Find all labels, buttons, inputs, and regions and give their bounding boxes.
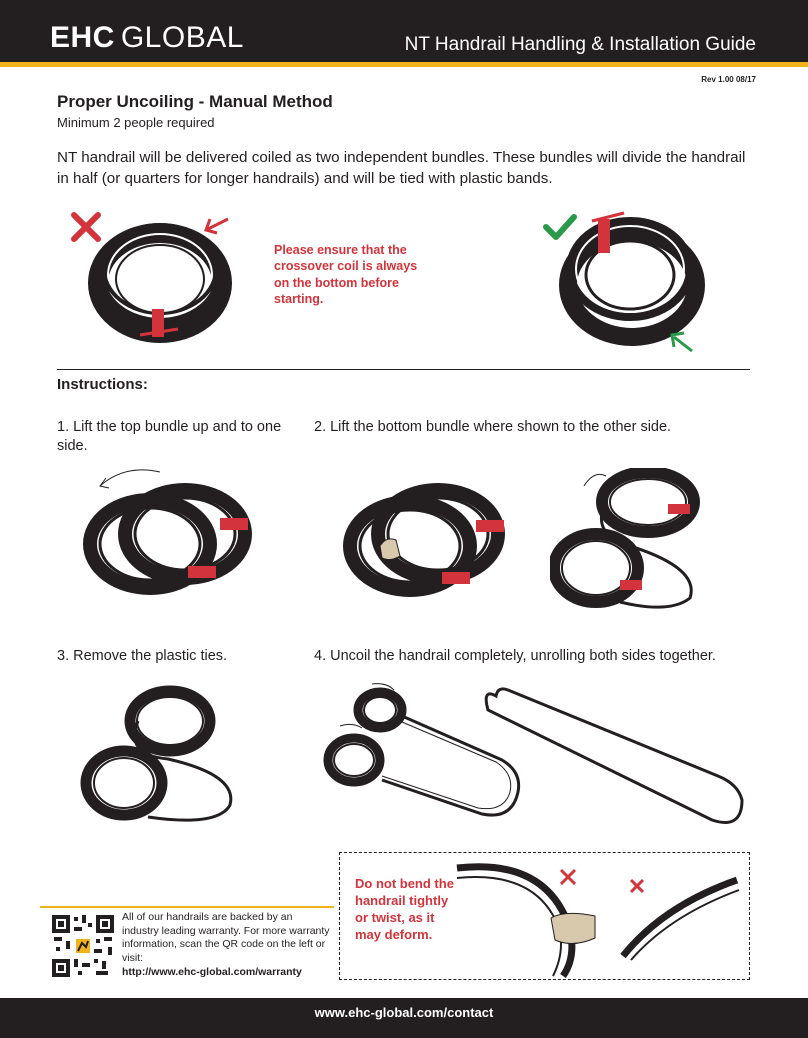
- red-x-icon: [561, 870, 575, 884]
- green-arrow-icon: [672, 333, 692, 351]
- plastic-tie: [598, 219, 610, 253]
- plastic-tie: [220, 518, 248, 530]
- revision-label: Rev 1.00 08/17: [701, 75, 756, 84]
- warranty-gold-rule: [40, 906, 334, 908]
- step-1-text: 1. Lift the top bundle up and to one side.: [57, 419, 282, 454]
- step-4-illustration: [322, 680, 750, 830]
- bend-warning-illustration: [455, 856, 745, 978]
- section-divider: [57, 369, 750, 370]
- plastic-tie: [476, 520, 504, 532]
- step-1-illustration: [80, 462, 260, 597]
- section-subtitle: Minimum 2 people required: [57, 115, 215, 130]
- instructions-heading: Instructions:: [57, 376, 148, 393]
- warranty-text: All of our handrails are backed by an industry leading warranty. For more warranty information, scan the QR code on the left or visit:: [122, 911, 330, 964]
- contact-link[interactable]: www.ehc-global.com/contact: [314, 1005, 494, 1020]
- header-gold-rule: [0, 62, 808, 67]
- crossover-note: Please ensure that the crossover coil is always on the bottom before starting.: [274, 243, 418, 306]
- hand-illustration: [551, 913, 595, 943]
- plastic-tie: [188, 566, 216, 578]
- section-title: Proper Uncoiling - Manual Method: [57, 92, 333, 111]
- document-title: NT Handrail Handling & Installation Guide: [404, 34, 756, 55]
- red-x-icon: [631, 880, 643, 892]
- warranty-info: [122, 911, 332, 979]
- brand-logo: EHC GLOBAL: [50, 21, 244, 54]
- warranty-link[interactable]: http://www.ehc-global.com/warranty: [122, 965, 302, 978]
- warning-text: Do not bend the handrail tightly or twist, as it may deform.: [355, 876, 454, 942]
- red-arrow-icon: [206, 219, 228, 233]
- plastic-tie: [668, 504, 690, 514]
- step-2-illustration-b: [550, 468, 710, 618]
- qr-code-icon[interactable]: [50, 913, 116, 979]
- hand-illustration: [380, 539, 400, 560]
- step-2-text: 2. Lift the bottom bundle where shown to the other side.: [314, 419, 672, 435]
- green-check-icon: [546, 217, 574, 237]
- plastic-tie: [442, 572, 470, 584]
- wrong-coil-illustration: [68, 205, 238, 345]
- intro-paragraph: NT handrail will be delivered coiled as two independent bundles. These bundles will divide the handrail in half (or quarters for longer handrails) and will be tied with plastic bands.: [57, 149, 746, 187]
- step-3-text: 3. Remove the plastic ties.: [57, 648, 228, 664]
- step-4-text: 4. Uncoil the handrail completely, unrolling both sides together.: [314, 648, 716, 664]
- correct-coil-illustration: [540, 205, 710, 355]
- step-2-illustration-a: [338, 468, 518, 603]
- step-3-illustration: [78, 685, 253, 835]
- plastic-tie: [620, 580, 642, 590]
- red-x-icon: [74, 215, 98, 239]
